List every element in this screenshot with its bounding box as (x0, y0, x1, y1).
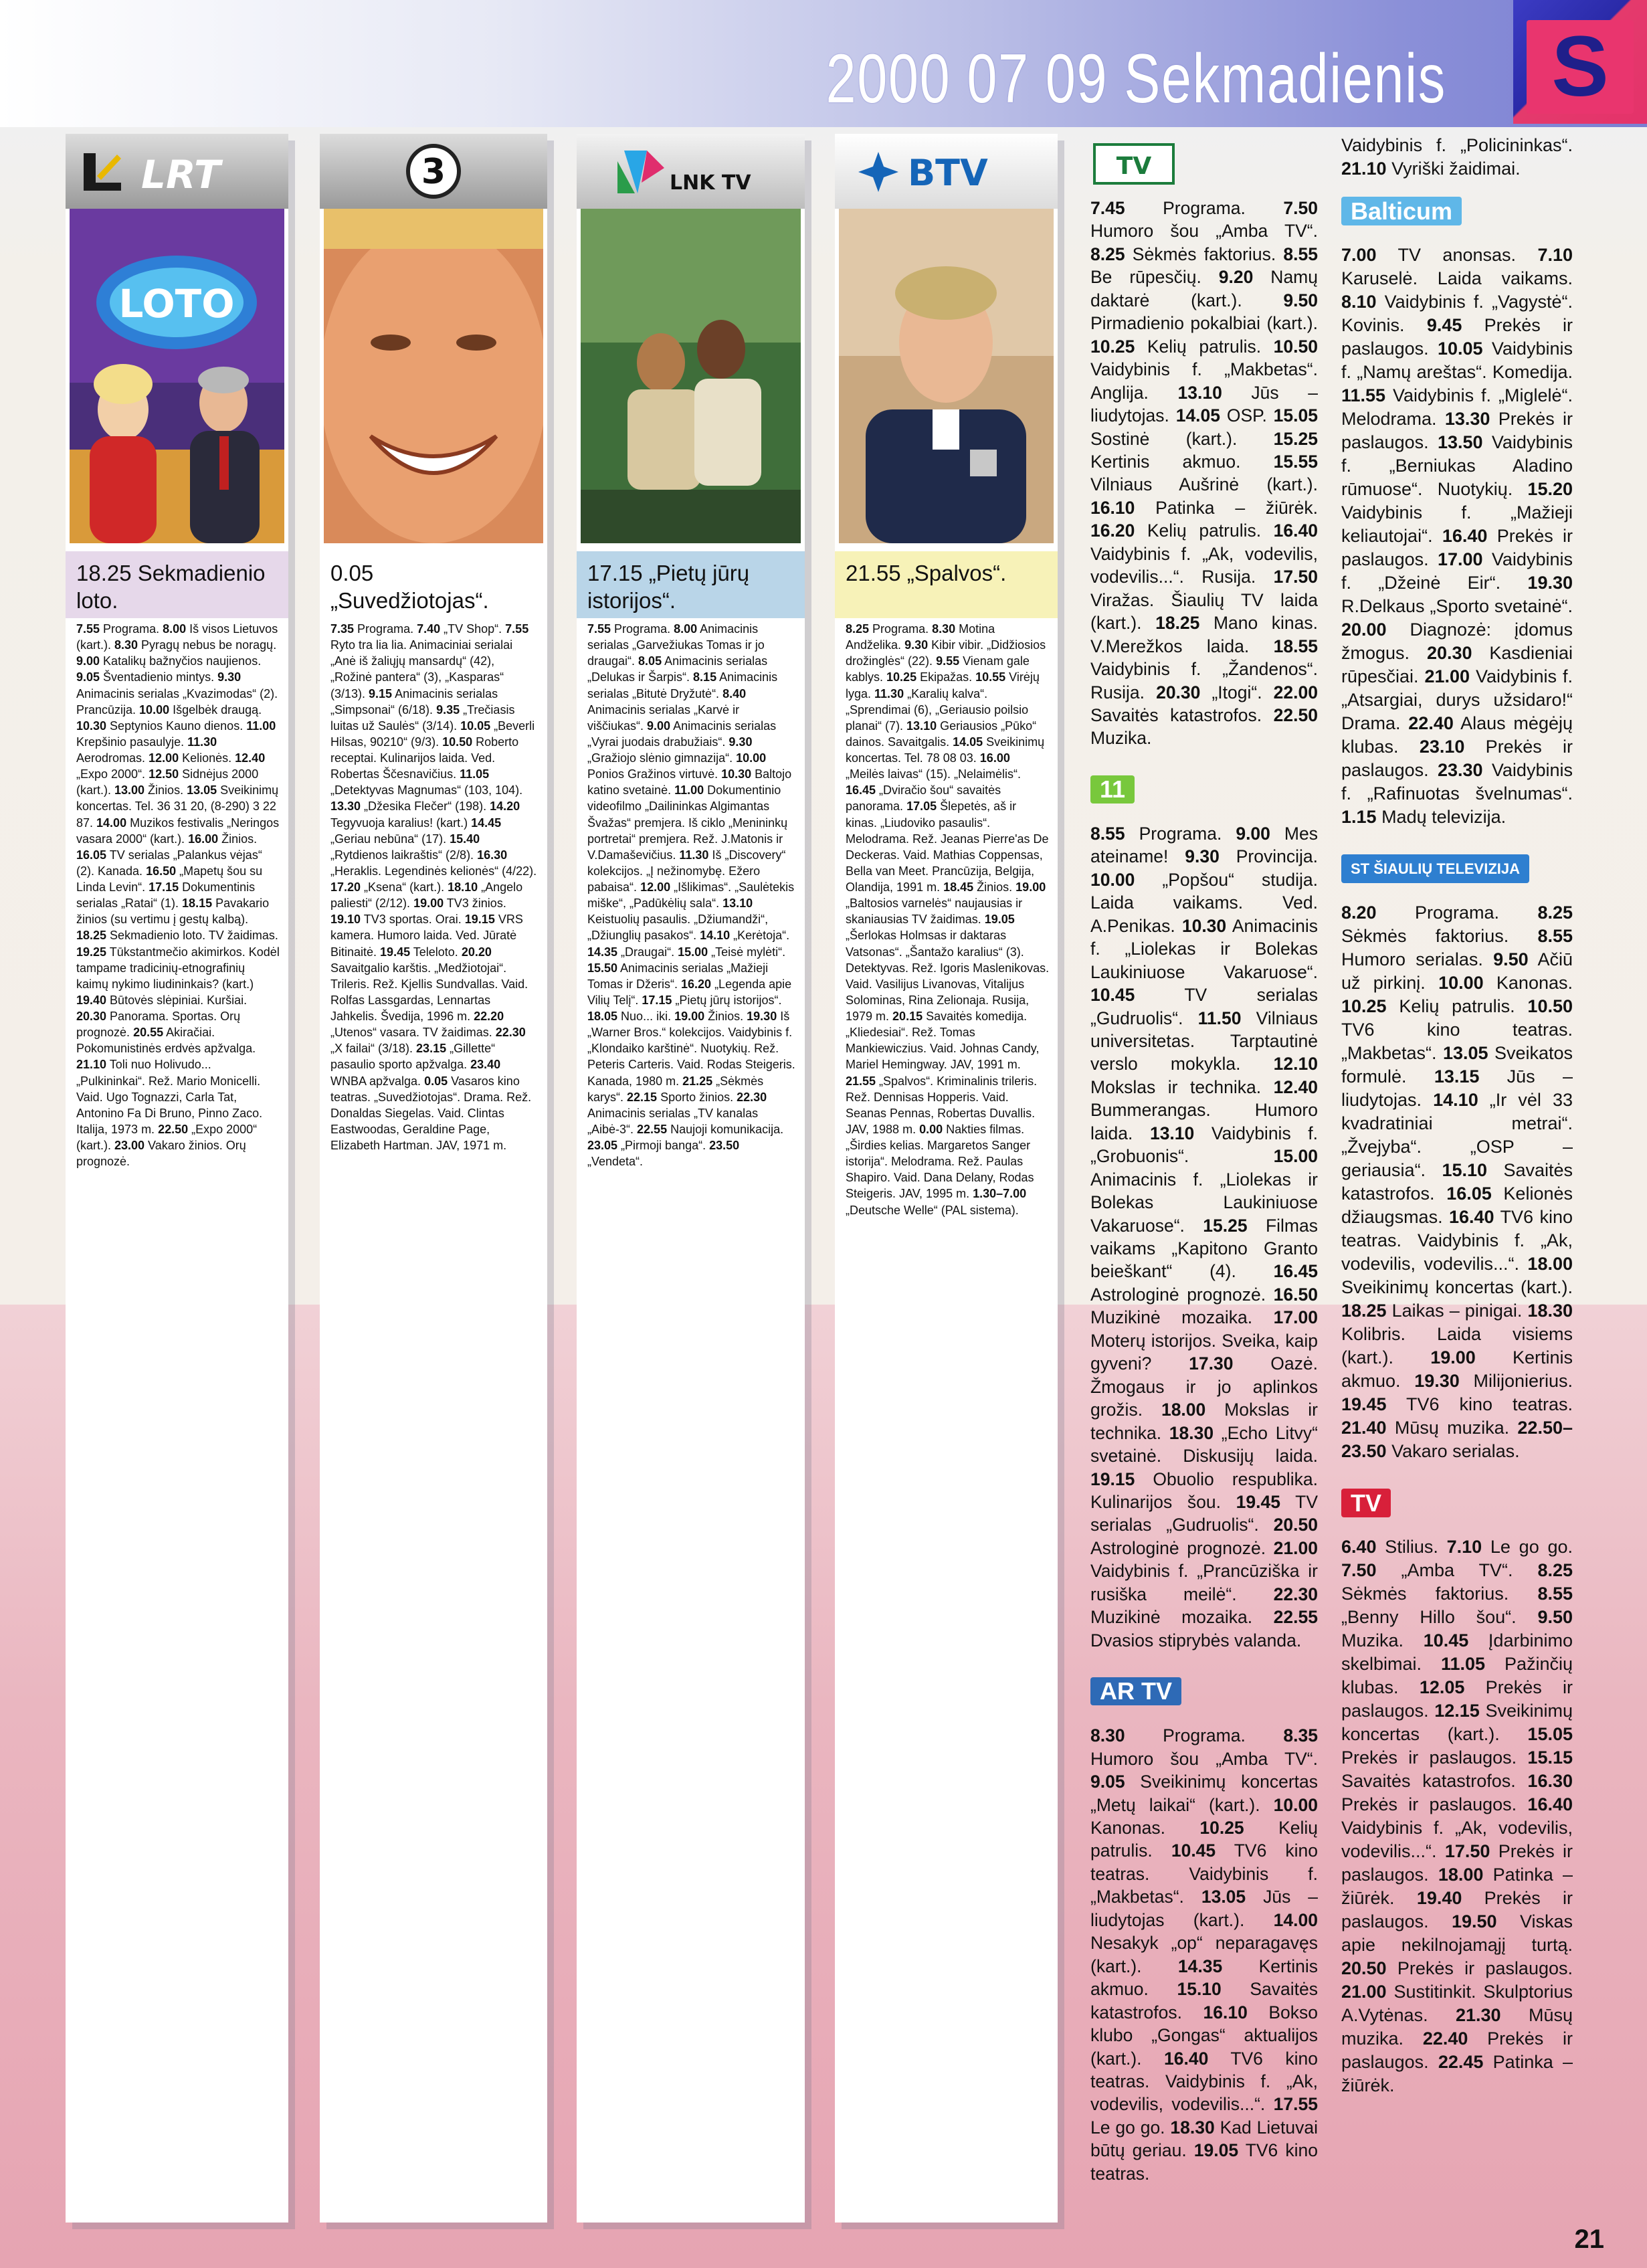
regional-program-1: 7.45 Programa. 7.50 Humoro šou „Amba TV“. 8.25 Sėkmės faktorius. 8.55 Be rūpesčių. 9.20 Namų daktarė (kart.). 9.50 Pirmadienio pokalbiai (kart.). 10.25 Kelių patrulis. 10.50 Vaidybinis f. „Makbetas“. Anglija. 13.10 Jūs – liudytojas. 14.05 OSP. 15.05 Sostinė (kart.). 15.25 Kertinis akmuo. 15.55 Vilniaus Aušrinė (kart.). 16.10 Patinka – žiūrėk. 16.20 Kelių patrulis. 16.40 Vaidybinis f. „Ak, vodevilis, vodevilis...“. Rusija. 17.50 Viražas. Šiaulių TV laida (kart.). 18.25 Mano kinas. V.Merežkos laida. 18.55 Vaidybinis f. „Žandenos“. Rusija. 20.30 „Itogi“. 22.00 Savaitės katastrofos. 22.50 Muzika. (1090, 198, 1318, 749)
regional-program-tv-2: 6.40 Stilius. 7.10 Le go go. 7.50 „Amba TV“. 8.25 Sėkmės faktorius. 8.55 „Benny Hillo šou“. 9.50 Muzika. 10.45 Įdarbinimo skelbimai. 11.05 Pažinčių klubas. 12.05 Prekės ir paslaugos. 12.15 Sveikinimų koncertas (kart.). 15.05 Prekės ir paslaugos. 15.15 Savaitės katastrofos. 16.30 Prekės ir paslaugos. 16.40 Vaidybinis f. „Ak, vodevilis, vodevilis...“. 17.50 Prekės ir paslaugos. 18.00 Patinka – žiūrėk. 19.40 Prekės ir paslaugos. 19.50 Viskas apie nekilnojamąjį turtą. 20.50 Prekės ir paslaugos. 21.00 Sustitinkit. Skulptorius A.Vytėnas. 21.30 Mūsų muzika. 22.40 Prekės ir paslaugos. 22.45 Patinka – žiūrėk. (1341, 1537, 1573, 2095)
channel-photo-lnk (581, 209, 801, 543)
regional-column-1 (1090, 134, 1318, 2223)
artv-logo: AR TV (1090, 1677, 1181, 1705)
btv-logo-icon (846, 141, 1047, 201)
day-badge-box (1527, 20, 1634, 114)
lrt-logo-text: LRT (140, 152, 221, 197)
channel-highlight-tv3: 0.05 „Suvedžiotojas“. (320, 551, 547, 618)
regional-logo-artv (1090, 1668, 1318, 1715)
channel-program-lrt: 7.55 Programa. 8.00 Iš visos Lietuvos (kart.). 8.30 Pyragų nebus be noragų. 9.00 Katalikų bažnyčios naujienos. 9.05 Šventadienio mintys. 9.30 Animacinis serialas „Kvazimodas“ (2). Prancūzija. 10.00 Išgelbėk draugą. 10.30 Septynios Kauno dienos. 11.00 Krepšinio pasaulyje. 11.30 Aerodromas. 12.00 Kelionės. 12.40 „Expo 2000“. 12.50 Sidnėjus 2000 (kart.). 13.00 Žinios. 13.05 Sveikinimų koncertas. Tel. 36 31 20, (8-290) 3 22 87. 14.00 Muzikos festivalis „Neringos vasara 2000“ (kart.). 16.00 Žinios. 16.05 TV serialas „Palankus vėjas“ (2). Kanada. 16.50 „Mapetų šou su Linda Levin“. 17.15 Dokumentinis serialas „Ratai“ (1). 18.15 Pavakario žinios (su vertimu į gestų kalbą). 18.25 Sekmadienio loto. TV žaidimas. 19.25 Tūkstantmečio akimirkos. Kodėl tampame tradicinių-etnografinių kaimų nykimo liudininkais? (kart.) 19.40 Būtovės slėpiniai. Kuršiai. 20.30 Panorama. Sportas. Orų prognozė. 20.55 Akiračiai. Pokomunistinės erdvės apžvalga. 21.10 Toli nuo Holivudo... „Pulkininkai“. Rež. Mario Monicelli. Vaid. Ugo Tognazzi, Carla Tat, Antonino Fa Di Bruno, Pinno Zaco. Italija, 1973 m. 22.50 „Expo 2000“ (kart.). 23.00 Vakaro žinios. Orų prognozė. (76, 622, 280, 1169)
channel-program-btv: 8.25 Programa. 8.30 Motina Andželika. 9.30 Kibir vibir. „Didžiosios drožinglės“ (22). 9.55 Vienam gale kablys. 10.25 Ekipažas. 10.55 Virėjų lyga. 11.30 „Karalių kalva“. „Sprendimai (6), „Geriausio poilsio planai“ (7). 13.10 Geriausios „Pūko“ dainos. Savaitgalis. 14.05 Sveikinimų koncertas. Tel. 78 08 03. 16.00 „Meilės laivas“ (15). „Nelaimėlis“. 16.45 „Dviračio šou“ savaitės panorama. 17.05 Šlepetės, aš ir kinas. „Liudoviko pasaulis“. Melodrama. Rež. Jeanas Pierre'as De Deckeras. Vaid. Mathias Coppensas, Bella van Meet. Prancūzija, Belgija, Olandija, 1991 m. 18.45 Žinios. 19.00 „Baltosios varnelės“ naujausias ir skaniausias TV žaidimas. 19.05 „Šerlokas Holmsas ir daktaras Vatsonas“. „Šantažo karalius“ (3). Detektyvas. Rež. Igoris Maslenikovas. Vaid. Vasilijus Livanovas, Vitalijus Solominas, Rina Zelionaja. Rusija, 1979 m. 20.15 Savaitės komedija. „Kliedesiai“. Rež. Tomas Mankiewiczius. Vaid. Johnas Candy, Mariel Hemingway. JAV, 1991 m. 21.55 „Spalvos“. Kriminalinis trileris. Rež. Dennisas Hopperis. Vaid. Seanas Pennas, Robertas Duvallis. JAV, 1988 m. 0.00 Nakties filmas. „Širdies kelias. Margaretos Sanger istorija“. Melodrama. Rež. Paulas Shapiro. Vaid. Dana Delany, Rodas Steigeris. JAV, 1995 m. 1.30–7.00 „Deutsche Welle“ (PAL sistema). (846, 622, 1050, 1217)
lrt-logo-icon (77, 141, 278, 201)
tv-logo-icon (1090, 140, 1177, 187)
tv3-logo-text: 3 (421, 152, 446, 192)
channel-photo-lrt (70, 209, 284, 543)
day-badge-letter: S (1551, 19, 1609, 114)
regional-logo-balticum (1341, 187, 1573, 234)
page-number: 21 (1574, 2225, 1604, 2254)
regional-program-st: 8.20 Programa. 8.25 Sėkmės faktorius. 8.55 Humoro serialas. 9.50 Ačiū už pirkinį. 10.00 Kanonas. 10.25 Kelių patrulis. 10.50 TV6 kino teatras. „Makbetas“. 13.05 Sveikatos formulė. 13.15 Jūs – liudytojas. 14.10 „Ir vėl 33 kvadratiniai metrai“. „Žvejyba“. „OSP – geriausia“. 15.10 Savaitės katastrofos. 16.05 Kelionės džiaugsmas. 16.40 TV6 kino teatras. Vaidybinis f. „Ak, vodevilis, vodevilis...“. 18.00 Sveikinimų koncertas (kart.). 18.25 Laikas – pinigai. 18.30 Kolibris. Laida visiems (kart.). 19.00 Kertinis akmuo. 19.30 Milijonierius. 19.45 TV6 kino teatras. 21.40 Mūsų muzika. 22.50–23.50 Vakaro serialas. (1341, 903, 1573, 1461)
tv-logo-text-1: TV (1116, 153, 1152, 180)
page-title: 2000 07 09 Sekmadienis (826, 40, 1446, 118)
channel-program-tv3: 7.35 Programa. 7.40 „TV Shop“. 7.55 Ryto tra lia lia. Animaciniai serialai „Anė iš žaliųjų mansardų“ (42), „Rožinė pantera“ (3), „Kasparas“ (3/13). 9.15 Animacinis serialas „Simpsonai“ (6/18). 9.35 „Trečiasis luitas už Saulės“ (3/14). 10.05 „Beverli Hilsas, 90210“ (9/3). 10.50 Roberto receptai. Kulinarijos laida. Ved. Robertas Ščesnavičius. 11.05 „Detektyvas Magnumas“ (103, 104). 13.30 „Džesika Flečer“ (198). 14.20 Tegyvuoja karalius! (kart.) 14.45 „Geriau nebūna“ (17). 15.40 „Rytdienos laikraštis“ (2/8). 16.30 „Heraklis. Legendinės kelionės“ (4/22). 17.20 „Ksena“ (kart.). 18.10 „Angelo paliesti“ (2/12). 19.00 TV3 žinios. 19.10 TV3 sportas. Orai. 19.15 VRS kamera. Humoro laida. Ved. Jūratė Bitinaitė. 19.45 Teleloto. 20.20 Savaitgalio karštis. „Medžiotojai“. Trileris. Rež. Kjellis Sundvallas. Vaid. Rolfas Lassgardas, Lennartas Jahkelis. Švedija, 1996 m. 22.20 „Utenos“ vasara. TV žaidimas. 22.30 „X failai“ (3/18). 23.15 „Gillette“ pasaulio sporto apžvalga. 23.40 WNBA apžvalga. 0.05 Vasaros kino teatras. „Suvedžiotojas“. Drama. Rež. Donaldas Siegelas. Vaid. Clintas Eastwoodas, Geraldine Page, Elizabeth Hartman. JAV, 1971 m. (330, 622, 537, 1152)
regional-program-artv: 8.30 Programa. 8.35 Humoro šou „Amba TV“. 9.05 Sveikinimų koncertas „Metų laikai“ (kart.). 10.00 Kanonas. 10.25 Kelių patrulis. 10.45 TV6 kino teatras. Vaidybinis f. „Makbetas“. 13.05 Jūs – liudytojas (kart.). 14.00 Nesakyk „op“ neparagavęs (kart.). 14.35 Kertinis akmuo. 15.10 Savaitės katastrofos. 16.10 Bokso klubo „Gongas“ aktualijos (kart.). 16.40 TV6 kino teatras. Vaidybinis f. „Ak, vodevilis, vodevilis...“. 17.55 Le go go. 18.30 Kad Lietuvai būtų geriau. 19.05 TV6 kino teatras. (1090, 1725, 1318, 2184)
balticum-logo: Balticum (1341, 197, 1462, 225)
channel-logo-tv3 (320, 134, 547, 209)
regional-logo-tv-2 (1341, 1479, 1573, 1526)
channel-photo-btv (839, 209, 1054, 543)
regional-logo-11 (1090, 766, 1318, 813)
regional-logo-st (1341, 845, 1573, 892)
channel-highlight-lrt: 18.25 Sekmadienio loto. (66, 551, 288, 618)
day-badge (1513, 0, 1647, 124)
channel-column-tv3 (320, 134, 547, 2223)
regional-program-balticum: 7.00 TV anonsas. 7.10 Karuselė. Laida vaikams. 8.10 Vaidybinis f. „Vagystė“. Kovinis. 9.45 Prekės ir paslaugos. 10.05 Vaidybinis f. „Namų areštas“. Komedija. 11.55 Vaidybinis f. „Miglelė“. Melodrama. 13.30 Prekės ir paslaugos. 13.50 Vaidybinis f. „Berniukas Aladino rūmuose“. Nuotykių. 15.20 Vaidybinis f. „Mažieji keliautojai“. 16.40 Prekės ir paslaugos. 17.00 Vaidybinis f. „Džeinė Eir“. 19.30 R.Delkaus „Sporto svetainė“. 20.00 Diagnozė: įdomus žmogus. 20.30 Kasdieniai rūpesčiai. 21.00 Vaidybinis f. „Atsargiai, durys užsidaro!“ Drama. 22.40 Alaus mėgėjų klubas. 23.10 Prekės ir paslaugos. 23.30 Vaidybinis f. „Rafinuotas švelnumas“. 1.15 Madų televizija. (1341, 245, 1573, 827)
regional-column-2 (1341, 134, 1573, 2223)
photo-police-officer-icon (839, 209, 1054, 543)
channel-logo-lnk (577, 134, 805, 209)
channel-column-lnk (577, 134, 805, 2223)
loto-sign-text: LOTO (118, 281, 235, 326)
channel-logo-btv (835, 134, 1058, 209)
channel-11-logo: 11 (1090, 775, 1135, 804)
channel-column-btv (835, 134, 1058, 2223)
tv3-logo-icon (393, 139, 474, 203)
channel-program-lnk: 7.55 Programa. 8.00 Animacinis serialas „Garvežiukas Tomas ir jo draugai“. 8.05 Animacinis serialas „Delukas ir Šarpis“. 8.15 Animacinis serialas „Bitutė Dryžutė“. 8.40 Animacinis serialas „Karvė ir viščiukas“. 9.00 Animacinis serialas „Vyrai juodais drabužiais“. 9.30 „Gražiojo slėnio gimnazija“. 10.00 Ponios Gražinos virtuvė. 10.30 Baltojo katino svetainė. 11.00 Dokumentinio videofilmo „Dailininkas Algimantas Švažas“ premjera. Iš ciklo „Menininkų portretai“ premjera. Rež. J.Matonis ir V.Damaševičius. 11.30 Iš „Discovery“ kolekcijos. „Į nežinomybę. Ežero pabaisa“. 12.00 „Išlikimas“. „Saulėtekis miške“, „Padūkėlių sala“. 13.10 Keistuolių pasaulis. „Džiumandži“, „Džiunglių pasakos“. 14.10 „Kerėtoja“. 14.35 „Draugai“. 15.00 „Teisė mylėti“. 15.50 Animacinis serialas „Mažieji Tomas ir Džeris“. 16.20 „Legenda apie Vilių Telį“. 17.15 „Pietų jūrų istorijos“. 18.05 Nuo... iki. 19.00 Žinios. 19.30 Iš „Warner Bros.“ kolekcijos. Vaidybinis f. „Klondaiko karštinė“. Nuotykių. Rež. Peteris Carteris. Vaid. Rodas Steigeris. Kanada, 1980 m. 21.25 „Sėkmės karys“. 22.15 Sporto žinios. 22.30 Animacinis serialas „TV kanalas „Aibė-3“. 22.55 Naujoji komunikacija. 23.05 „Pirmoji banga“. 23.50 „Vendeta“. (587, 622, 795, 1169)
channel-highlight-lnk: 17.15 „Pietų jūrų istorijos“. (577, 551, 805, 618)
regional-program-11: 8.55 Programa. 9.00 Mes ateiname! 9.30 Provincija. 10.00 „Popšou“ studija. Laida vaikams. Ved. A.Penikas. 10.30 Animacinis f. „Liolekas ir Bolekas Laukiniuose Vakaruose“. 10.45 TV serialas „Gudruolis“. 11.50 Vilniaus universitetas. Tarptautinė verslo mokykla. 12.10 Mokslas ir technika. 12.40 Bummerangas. Humoro laida. 13.10 Vaidybinis f. „Grobuonis“. 15.00 Animacinis f. „Liolekas ir Bolekas Laukiniuose Vakaruose“. 15.25 Filmas vaikams „Kapitono Granto beieškant“ (4). 16.45 Astrologinė prognozė. 16.50 Muzikinė mozaika. 17.00 Moterų istorijos. Sveika, kaip gyveni? 17.30 Oazė. Žmogaus ir jo aplinkos grožis. 18.00 Mokslas ir technika. 18.30 „Echo Litvy“ svetainė. Diskusijų laida. 19.15 Obuolio respublika. Kulinarijos šou. 19.45 TV serialas „Gudruolis“. 20.50 Astrologinė prognozė. 21.00 Vaidybinis f. „Prancūziška ir rusiška meilė“. 22.30 Muzikinė mozaika. 22.55 Dvasios stiprybės valanda. (1090, 823, 1318, 1650)
channel-column-lrt (66, 134, 288, 2223)
channel-highlight-btv: 21.55 „Spalvos“. (835, 551, 1058, 618)
photo-smiling-man-icon (324, 209, 543, 543)
photo-loto-hosts-icon (70, 209, 284, 543)
tv-logo-2: TV (1341, 1489, 1391, 1517)
photo-jungle-scene-icon (581, 209, 801, 543)
lnk-logo-icon (591, 141, 791, 201)
channel-logo-lrt (66, 134, 288, 209)
regional-program-continued: Vaidybinis f. „Policininkas“. 21.10 Vyriški žaidimai. (1341, 135, 1573, 179)
btv-logo-text: BTV (907, 152, 988, 194)
regional-logo-tv-1 (1090, 140, 1318, 187)
channel-photo-tv3 (324, 209, 543, 543)
siauliu-tv-logo: ST ŠIAULIŲ TELEVIZIJA (1341, 854, 1529, 883)
lnk-logo-text: LNK TV (669, 171, 751, 195)
